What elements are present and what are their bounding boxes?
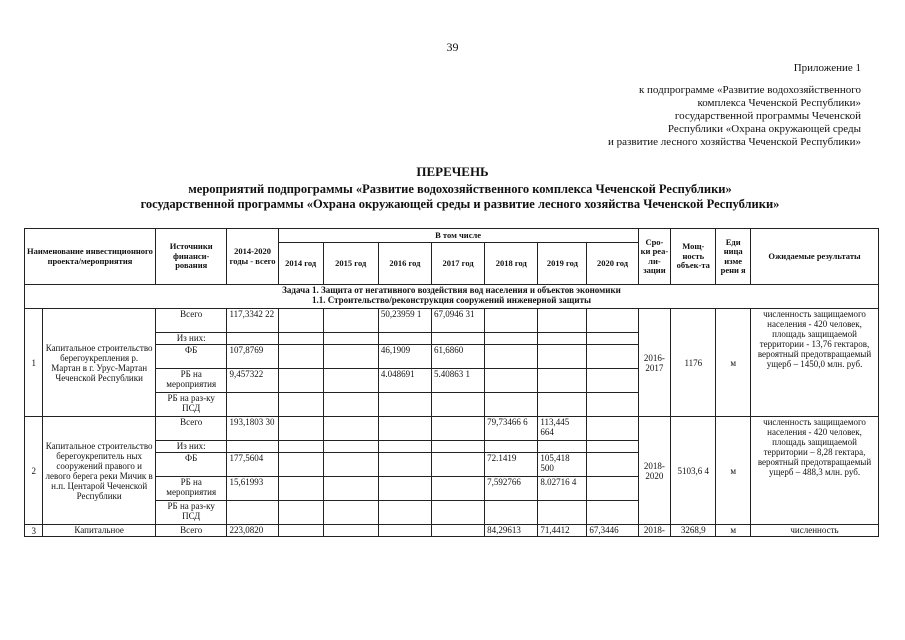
year-amount [278, 309, 323, 333]
funding-source: Из них: [155, 333, 227, 345]
year-amount: 67,0946 31 [432, 309, 485, 333]
total-amount: 107,8769 [227, 345, 278, 369]
year-amount [278, 525, 323, 537]
year-amount [278, 477, 323, 501]
table-row [25, 417, 879, 441]
project-name: Капитальное строительство берегоукрепитель ных сооружений правого и левого берега реки Мичик в н.п. Центарой Чеченской Республики [43, 417, 156, 525]
project-name: Капитальное строительство берегоукрепления р. Мартан в г. Урус-Мартан Чеченской Республики [43, 309, 156, 417]
year-amount: 72.1419 [485, 453, 538, 477]
year-amount [485, 501, 538, 525]
implementation-terms: 2018- [638, 525, 671, 537]
project-number: 3 [25, 525, 43, 537]
year-amount [278, 393, 323, 417]
implementation-terms: 2016-2017 [638, 309, 671, 417]
year-amount [432, 441, 485, 453]
total-amount [227, 393, 278, 417]
year-amount [323, 525, 378, 537]
year-amount [378, 501, 431, 525]
appendix-line: государственной программы Чеченской [674, 110, 861, 122]
year-amount [538, 369, 587, 393]
document-title: ПЕРЕЧЕНЬ [416, 164, 489, 179]
year-amount [432, 525, 485, 537]
measure-unit: м [716, 525, 751, 537]
year-amount [378, 393, 431, 417]
header-year: 2014 год [278, 243, 323, 285]
appendix-line: комплекса Чеченской Республики» [697, 97, 861, 109]
header-total: 2014-2020 годы - всего [227, 229, 278, 285]
task-line: 1.1. Строительство/реконструкция сооружений инженерной защиты [311, 295, 592, 305]
year-amount: 4.048691 [378, 369, 431, 393]
funding-source: Всего [155, 525, 227, 537]
header-terms: Сро-ки реа-ли-зации [638, 229, 671, 285]
year-amount: 8.02716 4 [538, 477, 587, 501]
year-amount: 67,3446 [587, 525, 638, 537]
year-amount [378, 453, 431, 477]
year-amount [278, 333, 323, 345]
year-amount: 79,73466 6 [485, 417, 538, 441]
funding-source: Всего [155, 309, 227, 333]
year-amount [323, 417, 378, 441]
year-amount [278, 453, 323, 477]
year-amount [323, 393, 378, 417]
header-year: 2018 год [485, 243, 538, 285]
year-amount [432, 453, 485, 477]
subtitle-line: мероприятий подпрограммы «Развитие водохозяйственного комплекса Чеченской Республики» [188, 182, 732, 196]
measures-table [24, 228, 879, 537]
year-amount [278, 441, 323, 453]
expected-results: численность защищаемого населения - 420 человек, площадь защищаемой территории - 13,76 гектаров, вероятный предотвращаемый ущерб – 1450,0 млн. руб. [751, 309, 879, 417]
funding-source: Всего [155, 417, 227, 441]
header-name: Наименование инвестиционного проекта/мероприятия [25, 229, 156, 285]
object-capacity: 1176 [671, 309, 716, 417]
table-row [25, 309, 879, 333]
project-number: 2 [25, 417, 43, 525]
year-amount [538, 309, 587, 333]
year-amount [485, 369, 538, 393]
total-amount [227, 501, 278, 525]
total-amount: 9,457322 [227, 369, 278, 393]
total-amount [227, 333, 278, 345]
funding-source: Из них: [155, 441, 227, 453]
page-number: 39 [446, 40, 459, 54]
header-year: 2017 год [432, 243, 485, 285]
task-heading [25, 285, 879, 309]
expected-results: численность [751, 525, 879, 537]
year-amount [538, 501, 587, 525]
year-amount [323, 441, 378, 453]
year-amount [485, 393, 538, 417]
year-amount [587, 501, 638, 525]
year-amount: 84,29613 [485, 525, 538, 537]
year-amount [378, 441, 431, 453]
year-amount [485, 333, 538, 345]
year-amount [323, 453, 378, 477]
year-amount [323, 309, 378, 333]
total-amount [227, 441, 278, 453]
year-amount: 105,418 500 [538, 453, 587, 477]
year-amount [378, 333, 431, 345]
year-amount: 7,592766 [485, 477, 538, 501]
funding-source: ФБ [155, 453, 227, 477]
year-amount [538, 441, 587, 453]
year-amount [378, 525, 431, 537]
header-year: 2020 год [587, 243, 638, 285]
year-amount [587, 369, 638, 393]
year-amount [587, 393, 638, 417]
appendix-line: Республики «Охрана окружающей среды [667, 123, 861, 135]
header-capacity: Мощ-ность объек-та [671, 229, 716, 285]
document-subtitle [60, 182, 860, 212]
header-year: 2016 год [378, 243, 431, 285]
funding-source: ФБ [155, 345, 227, 369]
year-amount [432, 393, 485, 417]
implementation-terms: 2018-2020 [638, 417, 671, 525]
year-amount [432, 477, 485, 501]
year-amount [587, 417, 638, 441]
funding-source: РБ на мероприятия [155, 477, 227, 501]
project-number: 1 [25, 309, 43, 417]
year-amount [378, 417, 431, 441]
year-amount [432, 501, 485, 525]
subtitle-line: государственной программы «Охрана окружающей среды и развитие лесного хозяйства Чеченской Республики» [140, 197, 780, 211]
header-year: 2019 год [538, 243, 587, 285]
year-amount [323, 333, 378, 345]
funding-source: РБ на раз-ку ПСД [155, 393, 227, 417]
year-amount: 46,1909 [378, 345, 431, 369]
object-capacity: 5103,6 4 [671, 417, 716, 525]
year-amount [323, 477, 378, 501]
year-amount: 50,23959 1 [378, 309, 431, 333]
appendix-title: Приложение 1 [793, 62, 861, 74]
header-results: Ожидаемые результаты [751, 229, 879, 285]
total-amount: 117,3342 22 [227, 309, 278, 333]
total-amount: 177,5604 [227, 453, 278, 477]
year-amount: 61,6860 [432, 345, 485, 369]
header-year: 2015 год [323, 243, 378, 285]
header-including: В том числе [278, 229, 638, 243]
funding-source: РБ на мероприятия [155, 369, 227, 393]
year-amount [485, 345, 538, 369]
project-name: Капитальное [43, 525, 156, 537]
year-amount [323, 345, 378, 369]
year-amount [587, 309, 638, 333]
year-amount [432, 417, 485, 441]
measure-unit: м [716, 309, 751, 417]
object-capacity: 3268,9 [671, 525, 716, 537]
year-amount [278, 501, 323, 525]
appendix-reference [531, 84, 861, 149]
measure-unit: м [716, 417, 751, 525]
appendix-line: к подпрограмме «Развитие водохозяйственного [638, 84, 861, 96]
year-amount [538, 345, 587, 369]
year-amount [587, 441, 638, 453]
table-row [25, 525, 879, 537]
total-amount: 15,61993 [227, 477, 278, 501]
year-amount: 5.40863 1 [432, 369, 485, 393]
year-amount [278, 345, 323, 369]
expected-results: численность защищаемого населения - 420 человек, площадь защищаемой территории – 8,28 гектара, вероятный предотвращаемый ущерб – 488,3 млн. руб. [751, 417, 879, 525]
header-sources: Источники финанси-рования [155, 229, 227, 285]
year-amount [323, 369, 378, 393]
year-amount [587, 333, 638, 345]
appendix-line: и развитие лесного хозяйства Чеченской Республики» [608, 136, 861, 148]
year-amount [538, 393, 587, 417]
task-line: Задача 1. Защита от негативного воздействия вод населения и объектов экономики [282, 285, 621, 295]
year-amount [587, 477, 638, 501]
total-amount: 223,0820 [227, 525, 278, 537]
year-amount: 71,4412 [538, 525, 587, 537]
year-amount [278, 417, 323, 441]
header-unit: Еди ница изме рени я [716, 229, 751, 285]
year-amount [378, 477, 431, 501]
year-amount [538, 333, 587, 345]
year-amount [485, 309, 538, 333]
year-amount [587, 453, 638, 477]
year-amount [432, 333, 485, 345]
year-amount [278, 369, 323, 393]
funding-source: РБ на раз-ку ПСД [155, 501, 227, 525]
year-amount [587, 345, 638, 369]
year-amount: 113,445 664 [538, 417, 587, 441]
total-amount: 193,1803 30 [227, 417, 278, 441]
year-amount [323, 501, 378, 525]
year-amount [485, 441, 538, 453]
